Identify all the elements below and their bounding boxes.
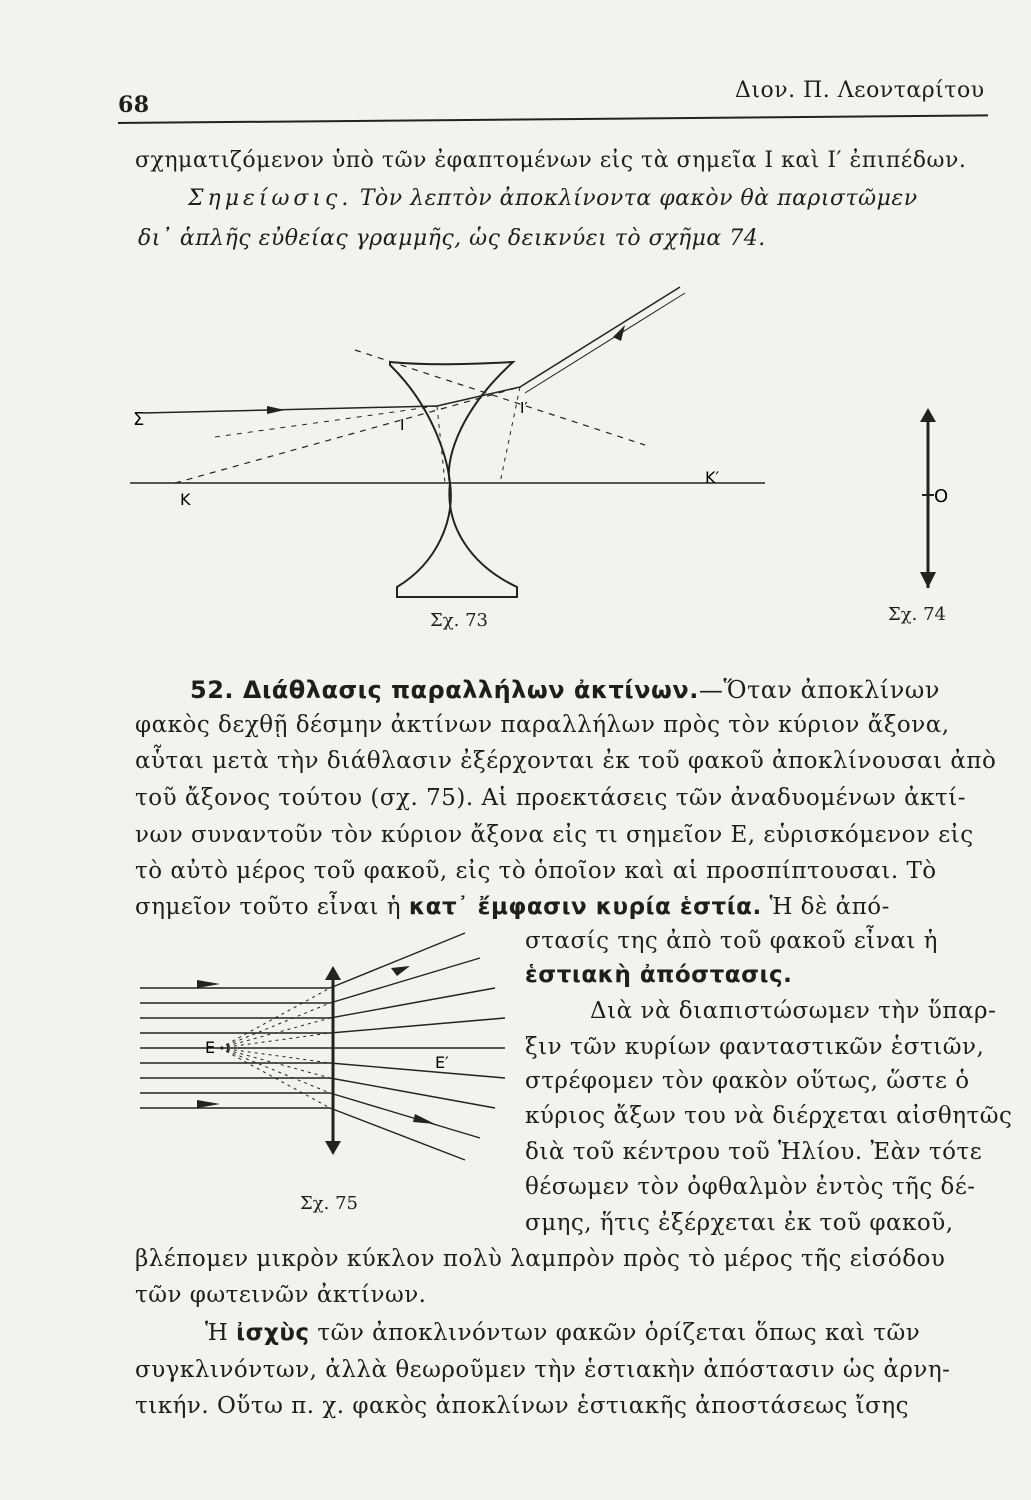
- body-line-15: σμης, ἥτις ἐξέρχεται ἐκ τοῦ φακοῦ,: [525, 1210, 954, 1236]
- note-label: Σημείωσις.: [188, 186, 353, 211]
- text-line-2: [188, 186, 918, 211]
- label-k-prime: K′: [705, 468, 720, 487]
- body-line-18-end: τῶν ἀποκλινόντων φακῶν ὁρίζεται ὅπως καὶ τῶν: [309, 1320, 921, 1346]
- body-line-3: τοῦ ἄξονος τούτου (σχ. 75). Αἱ προεκτάσεις τῶν ἀναδυομένων ἀκτί-: [135, 785, 967, 811]
- text-line-3: δι᾽ ἁπλῆς εὐθείας γραμμῆς, ὡς δεικνύει τὸ σχῆμα 74.: [138, 226, 766, 251]
- body-line-4: νων συναντοῦν τὸν κύριον ἄξονα εἰς τι σημεῖον E, εὑρισκόμενον εἰς: [135, 822, 974, 848]
- body-line-2: αὗται μετὰ τὴν διάθλασιν ἐξέρχονται ἐκ τοῦ φακοῦ ἀποκλίνουσαι ἀπὸ: [135, 748, 997, 774]
- body-line-10: ξιν τῶν κυρίων φανταστικῶν ἑστιῶν,: [525, 1034, 985, 1060]
- label-e-prime: E′: [435, 1053, 449, 1072]
- label-e: E: [205, 1038, 216, 1057]
- body-line-6-start: σημεῖον τοῦτο εἶναι ἡ: [135, 894, 409, 920]
- body-line-16: βλέπομεν μικρὸν κύκλον πολὺ λαμπρὸν πρὸς τὸ μέρος τῆς εἰσόδου: [135, 1246, 946, 1272]
- body-line-18: [205, 1320, 920, 1346]
- heading-title: 52. Διάθλασις παραλλήλων ἀκτίνων.: [190, 676, 699, 704]
- figure-73: [125, 265, 765, 615]
- label-k: K: [180, 490, 191, 509]
- label-sigma: Σ: [133, 409, 145, 430]
- body-line-6: [135, 894, 890, 920]
- term-power: ἰσχὺς: [236, 1320, 310, 1346]
- body-line-11: στρέφομεν τὸν φακὸν οὕτως, ὥστε ὁ: [525, 1068, 970, 1094]
- note-text: Τὸν λεπτὸν ἀποκλίνοντα φακὸν θὰ παριστῶμεν: [352, 186, 918, 211]
- body-line-20: τικήν. Οὕτω π. χ. φακὸς ἀποκλίνων ἑστιακῆς ἀποστάσεως ἴσης: [135, 1393, 910, 1419]
- caption-fig-73: Σχ. 73: [430, 610, 488, 631]
- section-heading-52: [190, 676, 940, 704]
- label-o: O: [934, 486, 949, 507]
- body-line-17: τῶν φωτεινῶν ἀκτίνων.: [135, 1282, 427, 1308]
- label-i: I: [400, 416, 405, 434]
- term-virtual-focus: κατ᾽ ἔμφασιν κυρία ἑστία.: [408, 894, 762, 920]
- body-line-13: διὰ τοῦ κέντρου τοῦ Ἡλίου. Ἐὰν τότε: [525, 1139, 983, 1165]
- body-line-9: Διὰ νὰ διαπιστώσωμεν τὴν ὕπαρ-: [590, 998, 997, 1024]
- body-line-6-end: Ἡ δὲ ἀπό-: [761, 894, 890, 920]
- caption-fig-74: Σχ. 74: [888, 604, 946, 625]
- figure-74: [900, 400, 960, 600]
- text-line-1: σχηματιζόμενον ὑπὸ τῶν ἐφαπτομένων εἰς τὰ σημεῖα I καὶ I′ ἐπιπέδων.: [135, 148, 967, 173]
- body-line-1: φακὸς δεχθῇ δέσμην ἀκτίνων παραλλήλων πρὸς τὸν κύριον ἄξονα,: [135, 712, 950, 738]
- body-line-5: τὸ αὐτὸ μέρος τοῦ φακοῦ, εἰς τὸ ὁποῖον καὶ αἱ προσπίπτουσαι. Τὸ: [135, 858, 937, 884]
- term-focal-length: ἑστιακὴ ἀπόστασις.: [525, 962, 793, 988]
- page-number: 68: [118, 92, 150, 118]
- label-i-prime: I′: [520, 399, 528, 417]
- body-line-19: συγκλινόντων, ἀλλὰ θεωροῦμεν τὴν ἑστιακὴν ἀπόστασιν ὡς ἀρνη-: [135, 1357, 951, 1383]
- body-line-12: κύριος ἄξων του νὰ διέρχεται αἰσθητῶς: [525, 1103, 1013, 1129]
- caption-fig-75: Σχ. 75: [300, 1193, 358, 1214]
- running-head-author: Διον. Π. Λεονταρίτου: [735, 78, 985, 103]
- body-line-18-start: Ἡ: [205, 1320, 237, 1346]
- body-line-7: στασίς της ἀπὸ τοῦ φακοῦ εἶναι ἡ: [525, 928, 938, 954]
- body-line-14: θέσωμεν τὸν ὀφθαλμὸν ἐντὸς τῆς δέ-: [525, 1174, 976, 1200]
- figure-75: [135, 928, 515, 1168]
- heading-continuation: —Ὅταν ἀποκλίνων: [698, 676, 940, 704]
- header-rule: [118, 114, 988, 124]
